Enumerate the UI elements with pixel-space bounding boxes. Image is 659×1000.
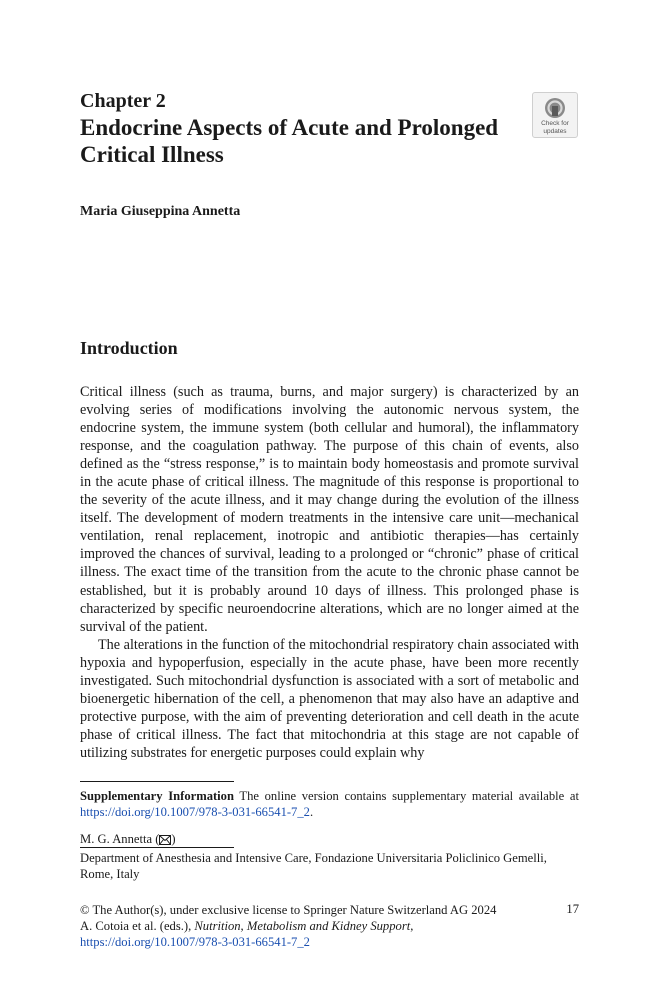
book-title: Nutrition, Metabolism and Kidney Support: [194, 919, 411, 933]
badge-line2: updates: [543, 128, 567, 135]
affiliation-department: Department of Anesthesia and Intensive Care, Fondazione Universitaria Policlinico Gemelli, Rome, Italy: [80, 851, 547, 881]
affiliation-name-end: ): [171, 832, 176, 846]
badge-line1: Check for: [541, 120, 569, 127]
supplementary-lead: Supplementary Information: [80, 789, 234, 803]
copyright-line: © The Author(s), under exclusive license to Springer Nature Switzerland AG 2024: [80, 903, 497, 917]
footer: [80, 902, 579, 950]
supplementary-note: [80, 788, 579, 820]
chapter-label: Chapter 2: [80, 90, 166, 112]
editors: A. Cotoia et al. (eds.),: [80, 919, 195, 933]
supplementary-text: The online version contains supplementary material available at: [233, 789, 579, 803]
affiliation-author: [80, 831, 176, 847]
citation-line: [80, 918, 579, 934]
supplementary-link[interactable]: https://doi.org/10.1007/978-3-031-66541-7_2: [80, 805, 310, 819]
section-heading: Introduction: [80, 338, 178, 358]
affiliation-divider: [80, 847, 234, 848]
supplementary-end: .: [309, 805, 314, 819]
author-name: Maria Giuseppina Annetta: [80, 204, 241, 219]
footnote-divider: [80, 781, 234, 782]
book-title-end: ,: [410, 919, 414, 933]
check-for-updates-badge[interactable]: [532, 92, 578, 138]
envelope-icon[interactable]: [159, 835, 171, 845]
body-text: [80, 383, 579, 762]
chapter-title: Endocrine Aspects of Acute and Prolonged Critical Illness: [80, 115, 499, 167]
footer-doi-link[interactable]: https://doi.org/10.1007/978-3-031-66541-7_2: [80, 935, 310, 949]
check-for-updates-icon: [544, 97, 566, 119]
paragraph: Critical illness (such as trauma, burns, and major surgery) is characterized by an evolving series of modifications involving the autonomic nervous system, the endocrine system, the immune system (both cellular and humoral), the inflammatory response, and the coagulation pathway. The purpose of this chain of events, also defined as the “stress response,” is to maintain body homeostasis and promote survival in the acute phase of critical illness. The magnitude of this response is proportional to the severity of the acute illness, and it may change during the evolution of the illness itself. The development of modern treatments in the intensive care unit—mechanical ventilation, renal replacement, inotropic and antibiotic therapies—has certainly improved the chances of survival, leading to a prolonged or “chronic” phase of critical illness. The exact time of the transition from the acute to the chronic phase cannot be established, but it is probably around 10 days of illness. This prolonged phase is characterized by specific neuroendocrine alterations, which are no longer aimed at the survival of the patient.: [80, 384, 579, 635]
page-number: 17: [566, 902, 579, 916]
affiliation-name: M. G. Annetta (: [80, 832, 160, 846]
paragraph: The alterations in the function of the mitochondrial respiratory chain associated with hypoxia and hypoperfusion, especially in the acute phase, have been more recently investigated. Such mitochondrial dysfunction is associated with a sort of metabolic and bioenergetic hibernation of the cell, a phenomenon that may also have an adaptive and protective purpose, with the aim of preventing deterioration and cell death in the acute phase of critical illness. The fact that mitochondria at this stage are not capable of utilizing substrates for energetic purposes could explain why: [80, 636, 579, 761]
